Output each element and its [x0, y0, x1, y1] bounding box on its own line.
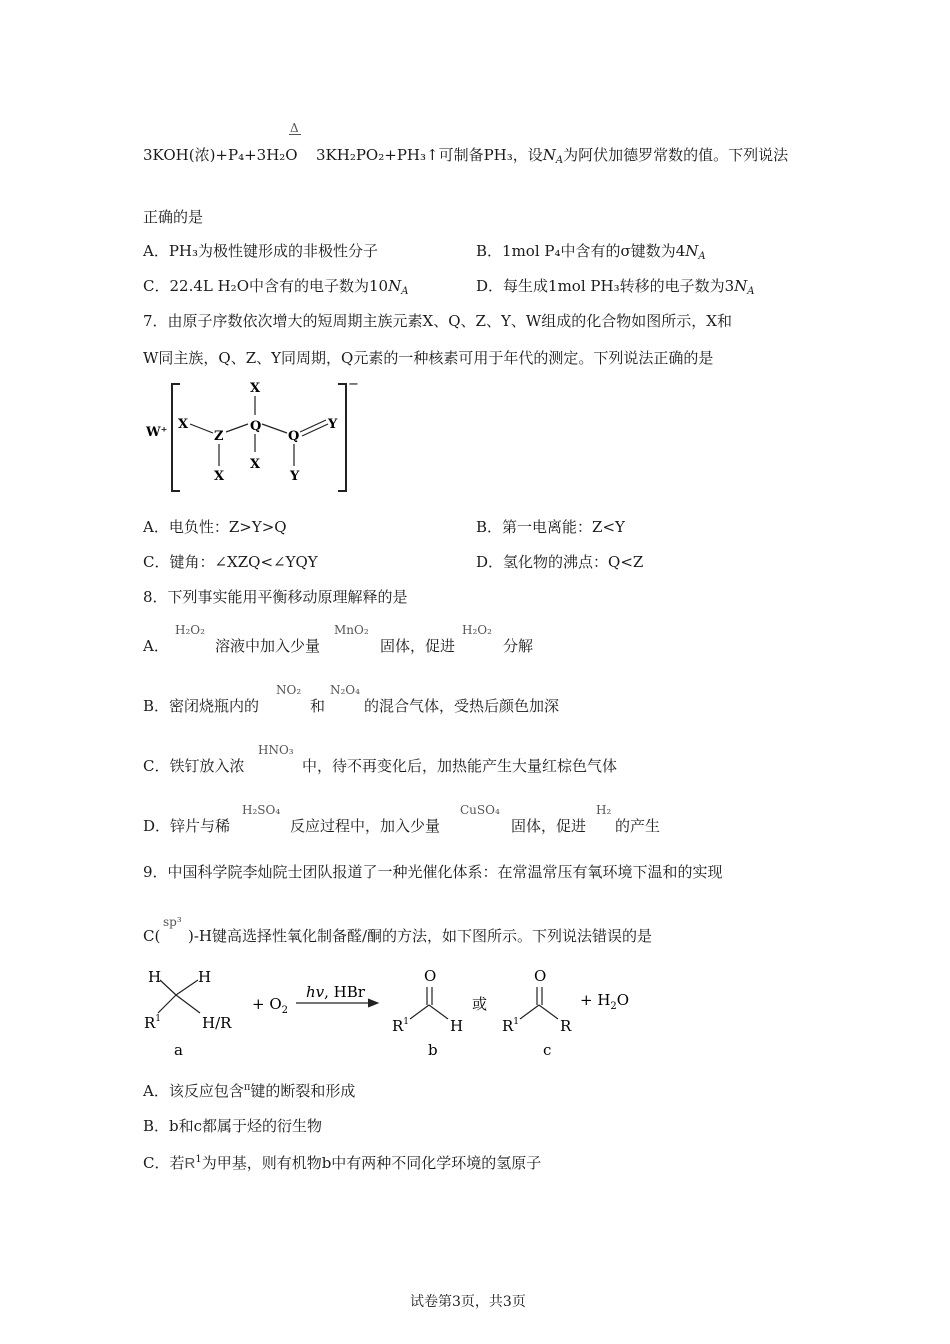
q8-d-text2: 固体，促进 — [511, 817, 587, 835]
q8-option-a-label: A． — [143, 637, 169, 655]
a-bond-4 — [176, 995, 200, 1013]
a-bond-2 — [176, 980, 198, 995]
q9-option-c-line — [143, 1153, 541, 1174]
q6-option-b-line — [476, 241, 706, 261]
q9-option-c-r: R — [184, 1155, 196, 1172]
reaction-arrow-head — [368, 999, 378, 1007]
label-a: a — [174, 1041, 183, 1059]
c-r: R — [560, 1017, 572, 1035]
q6-option-c-line — [143, 276, 408, 296]
q6-option-b: B．1mol P₄中含有的σ键数为4 — [476, 242, 686, 260]
q6-equation-right: 3KH₂PO₂+PH₃↑可制备PH₃，设 — [316, 146, 543, 164]
c-r1: $R^1$ — [502, 1017, 520, 1035]
na-sub: A — [747, 286, 755, 297]
q8-b-text1: 和 — [310, 697, 326, 715]
q9-option-b: B．b和c都属于烃的衍生物 — [143, 1117, 323, 1135]
q8-option-c-label: C．铁钉放入浓 — [143, 757, 245, 775]
q8-d-formula3: H₂ — [596, 803, 612, 817]
na-symbol: N — [388, 277, 402, 295]
q8-a-formula3: H₂O₂ — [462, 623, 492, 637]
q8-c-text1: 中，待不再变化后，加热能产生大量红棕色气体 — [302, 757, 618, 775]
q7-structure-diagram — [140, 378, 370, 498]
b-r1: $R^1$ — [392, 1017, 410, 1035]
a-h-top-right: H — [198, 968, 212, 986]
c-bond-r — [539, 1005, 558, 1019]
q7-option-d: D．氢化物的沸点：Q<Z — [476, 553, 644, 571]
b-h: H — [450, 1017, 464, 1035]
q6-option-a: A．PH₃为极性键形成的非极性分子 — [143, 242, 379, 260]
na-symbol: N — [542, 146, 556, 164]
or-text: 或 — [472, 995, 488, 1013]
atom-q-center: Q — [250, 419, 262, 434]
q8-a-formula1: H₂O₂ — [175, 623, 205, 637]
label-c: c — [543, 1041, 552, 1059]
q6-stem-line2: 正确的是 — [143, 208, 204, 226]
bond-z-q — [226, 424, 248, 432]
plus-o2: + $O_2$ — [252, 995, 289, 1016]
c-bond-r1 — [520, 1005, 539, 1019]
delta-sign: Δ — [290, 121, 299, 135]
arrow-condition: hv, HBr — [306, 983, 365, 1001]
q6-option-d: D．每生成1mol PH₃转移的电子数为3 — [476, 277, 735, 295]
q7-stem-line2: W同主族，Q、Z、Y同周期，Q元素的一种核素可用于年代的测定。下列说法正确的是 — [143, 349, 714, 367]
q7-option-b: B．第一电离能：Z<Y — [476, 518, 625, 536]
atom-z: Z — [214, 429, 224, 444]
q8-d-formula2: CuSO₄ — [460, 803, 500, 817]
q8-option-b-label: B．密闭烧瓶内的 — [143, 697, 260, 715]
q8-a-text3: 分解 — [503, 637, 534, 655]
atom-x-below-q: X — [250, 457, 261, 472]
q8-d-formula1: H₂SO₄ — [242, 803, 281, 817]
q8-b-text2: 的混合气体，受热后颜色加深 — [364, 697, 560, 715]
q8-option-d-label: D．锌片与稀 — [143, 817, 231, 835]
right-bracket — [338, 384, 346, 491]
q8-d-text3: 的产生 — [615, 817, 661, 835]
double-bond-q-y-2 — [302, 424, 328, 436]
q9-option-c-sup: 1 — [195, 1154, 202, 1165]
q6-option-d-line — [476, 276, 754, 296]
atom-x-left: X — [178, 417, 189, 432]
anion-charge: − — [348, 378, 359, 392]
delta-underline — [289, 134, 301, 135]
q9-option-a-pre: A．该反应包含 — [143, 1082, 244, 1100]
bond-q-q — [262, 424, 287, 433]
na-sub: A — [555, 155, 564, 166]
atom-x-below-z: X — [214, 469, 225, 484]
q9-sp3: sp³ — [163, 915, 182, 929]
q6-equation-line — [316, 145, 788, 165]
page-footer: 试卷第3页，共3页 — [410, 1294, 526, 1310]
q9-option-a-post: 键的断裂和形成 — [250, 1082, 356, 1100]
na-symbol: N — [685, 242, 699, 260]
na-symbol: N — [734, 277, 748, 295]
b-bond-h — [429, 1005, 448, 1019]
q8-d-text1: 反应过程中，加入少量 — [290, 817, 441, 835]
q8-c-formula1: HNO₃ — [258, 743, 294, 757]
q9-option-c-post: 为甲基，则有机物b中有两种不同化学环境的氢原子 — [201, 1154, 542, 1172]
atom-y-below: Y — [290, 469, 300, 484]
double-bond-q-y-1 — [300, 420, 326, 432]
q8-b-formula1: NO₂ — [276, 683, 302, 697]
atom-y-right: Y — [328, 417, 338, 432]
bond-x-z — [190, 424, 213, 433]
a-h-top-left: H — [148, 968, 162, 986]
q7-option-a: A．电负性：Z>Y>Q — [143, 518, 287, 536]
plus-h2o: + $H_2O$ — [580, 991, 630, 1012]
q9-option-a-line — [143, 1081, 355, 1101]
a-bond-3 — [158, 995, 176, 1013]
atom-q-right: Q — [288, 429, 300, 444]
b-bond-r1 — [410, 1005, 429, 1019]
q9-c-suffix: )-H键高选择性氧化制备醛/酮的方法，如下图所示。下列说法错误的是 — [188, 927, 653, 945]
left-bracket — [172, 384, 180, 491]
q6-equation-tail: 为阿伏加德罗常数的值。下列说法 — [563, 146, 789, 164]
a-r1: $R^1$ — [144, 1014, 162, 1032]
q8-b-formula2: N₂O₄ — [330, 683, 360, 697]
q6-equation-left: 3KOH(浓)+P₄+3H₂O — [143, 146, 298, 164]
a-bond-1 — [160, 980, 176, 995]
c-o: O — [534, 967, 547, 985]
q7-option-c: C．键角：∠XZQ<∠YQY — [143, 553, 318, 571]
q8-stem: 8．下列事实能用平衡移动原理解释的是 — [143, 588, 408, 606]
q7-stem-line1: 7．由原子序数依次增大的短周期主族元素X、Q、Z、Y、W组成的化合物如图所示，X和 — [143, 312, 732, 330]
na-sub: A — [698, 251, 706, 262]
q9-option-c-pre: C．若 — [143, 1154, 185, 1172]
label-b: b — [428, 1041, 438, 1059]
q8-a-formula2: MnO₂ — [334, 623, 369, 637]
q9-c-prefix: C( — [143, 927, 161, 945]
q8-a-text2: 固体，促进 — [380, 637, 456, 655]
q9-stem-line1: 9．中国科学院李灿院士团队报道了一种光催化体系：在常温常压有氧环境下温和的实现 — [143, 863, 723, 881]
q9-reaction-scheme — [140, 965, 660, 1065]
a-h-r: H/R — [202, 1014, 232, 1032]
b-o: O — [424, 967, 437, 985]
atom-x-top: X — [250, 381, 261, 396]
q8-a-text1: 溶液中加入少量 — [215, 637, 321, 655]
q6-option-c: C．22.4L H₂O中含有的电子数为10 — [143, 277, 389, 295]
na-sub: A — [401, 286, 409, 297]
pi-symbol: π — [243, 1082, 251, 1093]
w-cation: W⁺ — [146, 425, 168, 440]
